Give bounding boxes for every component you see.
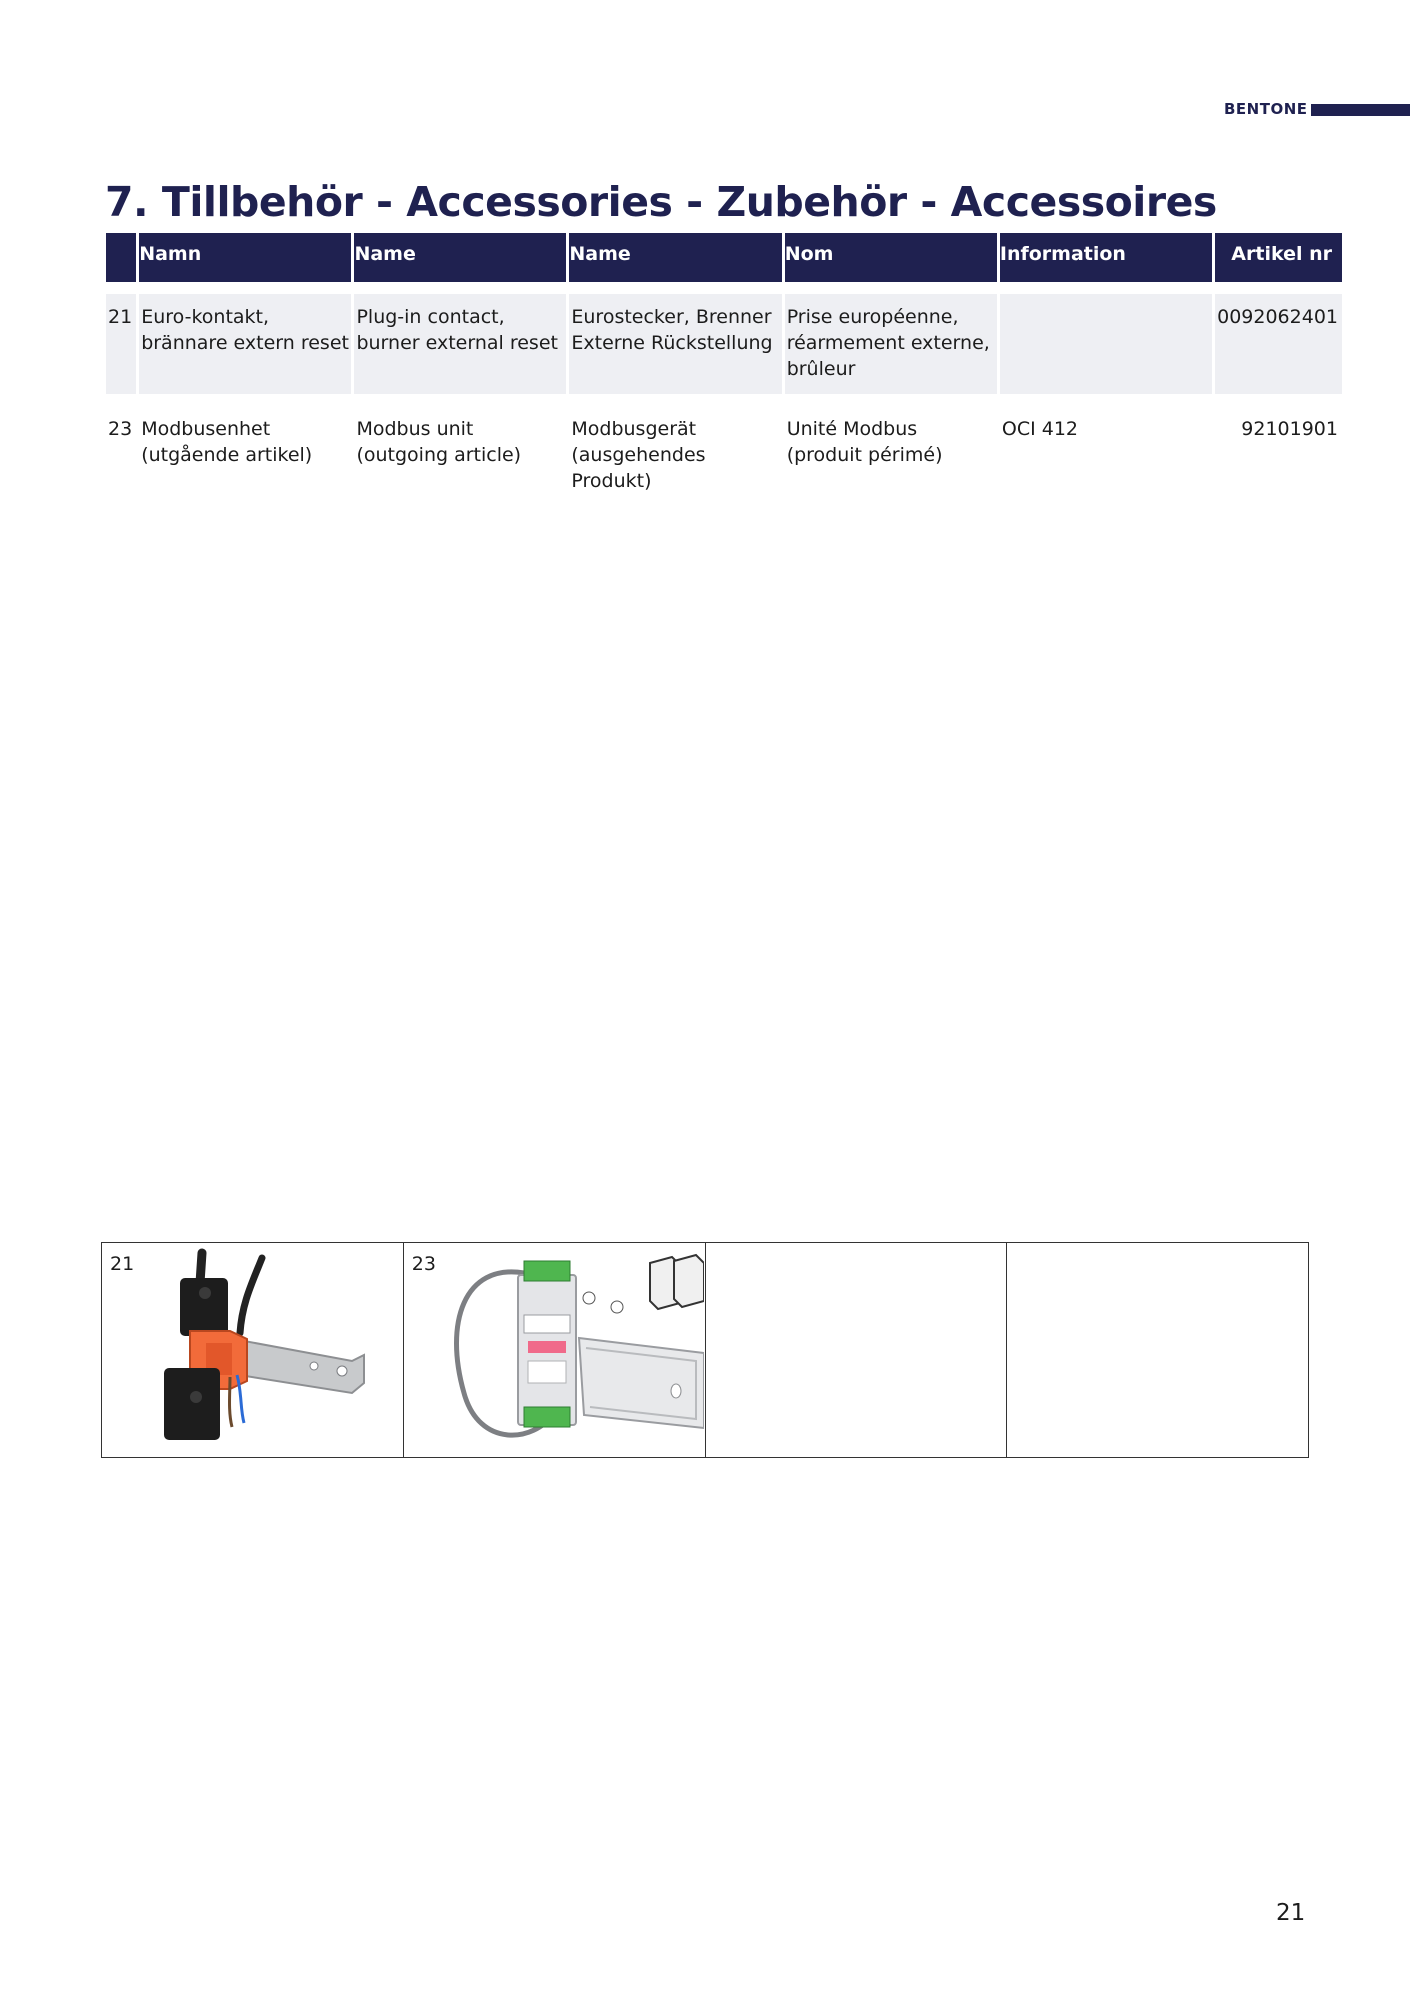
name-english: Modbus unit (outgoing article) <box>354 406 566 506</box>
column-header-information <box>1000 233 1212 282</box>
name-swedish: Euro-kontakt, brännare extern reset <box>139 294 351 394</box>
image-cell <box>706 1243 1008 1457</box>
column-header-namn <box>139 233 351 282</box>
brand-mark <box>1224 99 1308 119</box>
name-swedish: Modbusenhet (utgående artikel) <box>139 406 351 506</box>
modbus-unit-icon <box>404 1243 704 1457</box>
euro-plug-contact-icon <box>102 1243 402 1457</box>
name-french: Prise européenne, réarmement externe, brûleur <box>785 294 997 394</box>
brand-bar <box>1311 104 1410 116</box>
information: OCI 412 <box>1000 406 1212 506</box>
item-number: 21 <box>106 294 136 394</box>
column-header-nom <box>785 233 997 282</box>
accessories-table <box>103 233 1345 506</box>
item-number: 23 <box>106 406 136 506</box>
column-header-label: Nom <box>784 243 834 265</box>
column-header-article-number <box>1215 233 1342 282</box>
accessory-image-strip <box>101 1242 1309 1458</box>
table-row <box>106 294 1342 394</box>
name-german: Modbusgerät (ausgehendes Produkt) <box>569 406 781 506</box>
page-title: 7. Tillbehör - Accessories - Zubehör - Accessoires <box>105 178 1217 226</box>
column-header-label: Namn <box>139 243 202 265</box>
column-header-name-en <box>354 233 566 282</box>
image-cell <box>102 1243 404 1457</box>
article-number: 0092062401 <box>1215 294 1342 394</box>
image-label: 21 <box>110 1253 135 1275</box>
name-german: Eurostecker, Brenner Externe Rückstellung <box>569 294 781 394</box>
article-number: 92101901 <box>1215 406 1342 506</box>
image-label: 23 <box>411 1253 436 1275</box>
column-header-label: Artikel nr <box>1231 243 1332 265</box>
image-cell <box>1007 1243 1308 1457</box>
page-number: 21 <box>1276 1900 1306 1926</box>
name-english: Plug-in contact, burner external reset <box>354 294 566 394</box>
brand-name: BENTONE <box>1224 100 1308 118</box>
table-header-row <box>106 233 1342 282</box>
image-cell <box>404 1243 706 1457</box>
column-header-name-de <box>569 233 781 282</box>
column-header-label: Name <box>354 243 416 265</box>
information <box>1000 294 1212 394</box>
column-header-label: Information <box>999 243 1126 265</box>
column-header-label: Name <box>569 243 631 265</box>
table-row <box>106 406 1342 506</box>
column-header-number <box>106 233 136 282</box>
name-french: Unité Modbus (produit périmé) <box>785 406 997 506</box>
